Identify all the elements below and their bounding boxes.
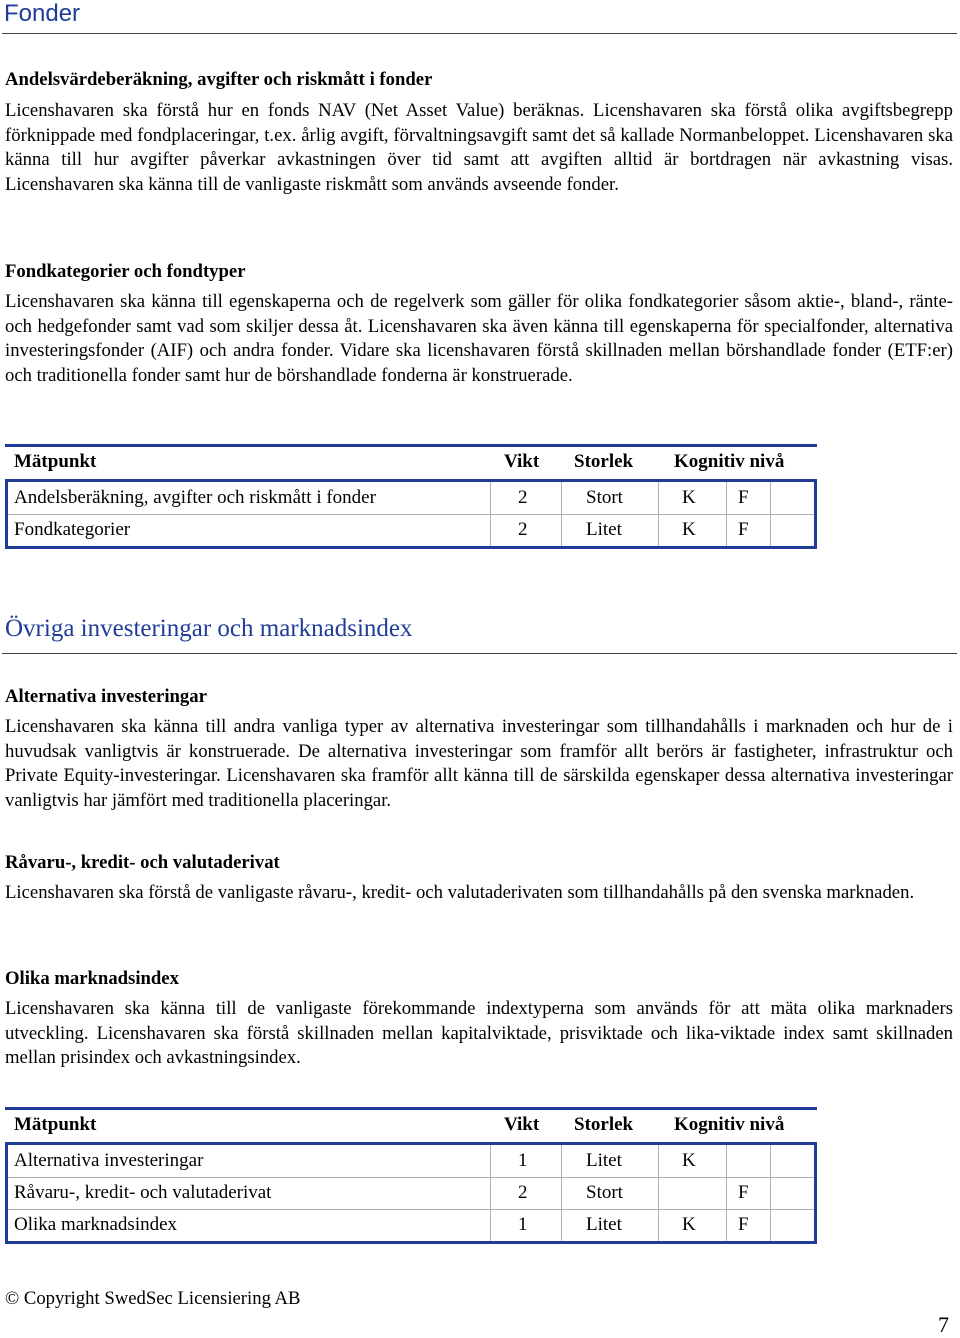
assessment-table-ovriga: [5, 1107, 817, 1243]
assessment-table-fonder: [5, 444, 817, 548]
paragraph-alternativa-investeringar: Licenshavaren ska känna till andra vanliga typer av alternativa investeringar som tillhandahålls i marknaden och hur de i huvudsak vanligtvis är konstruerade. De alternativa investeringar som framför allt berörs är fastigheter, infrastruktur och Private Equity-investeringar. Licenshavaren ska framför allt känna till de särskilda egenskaper dessa alternativa investeringar vanligtvis har jämfört med traditionella placeringar.: [5, 716, 953, 812]
cell-kognitiv-k: K: [682, 1214, 696, 1235]
header-vikt: Vikt: [504, 1114, 540, 1135]
cell-storlek: Litet: [586, 519, 622, 540]
subheading-fondkategorier: Fondkategorier och fondtyper: [5, 261, 246, 282]
paragraph-ravaru-derivat: Licenshavaren ska förstå de vanligaste råvaru-, kredit- och valutaderivaten som tillhandahålls på den svenska marknaden.: [5, 882, 915, 903]
table-row: [8, 1209, 814, 1241]
cell-vikt: 1: [518, 1150, 528, 1171]
cell-storlek: Litet: [586, 1214, 622, 1235]
cell-storlek: Stort: [586, 487, 623, 508]
table-header: [5, 1107, 817, 1142]
table-row: [8, 1177, 814, 1209]
copyright-notice: © Copyright SwedSec Licensiering AB: [5, 1288, 301, 1309]
header-matpunkt: Mätpunkt: [14, 1114, 97, 1135]
header-kognitiv-niva: Kognitiv nivå: [674, 451, 785, 472]
cell-kognitiv-k: K: [682, 487, 696, 508]
header-vikt: Vikt: [504, 451, 540, 472]
section-divider: [2, 653, 957, 654]
table-header: [5, 444, 817, 479]
table-body: [5, 1142, 817, 1244]
section-title-ovriga-investeringar: Övriga investeringar och marknadsindex: [5, 615, 413, 642]
header-storlek: Storlek: [574, 451, 634, 472]
table-row: [8, 1145, 814, 1177]
paragraph-fondkategorier: Licenshavaren ska känna till egenskaperna och de regelverk som gäller för olika fondkategorier såsom aktie-, bland-, ränte- och hedgefonder samt vad som skiljer dessa åt. Licenshavaren ska även känna till egenskaperna för specialfonder, alternativa investeringsfonder (AIF) och andra fonder. Vidare ska licenshavaren förstå skillnaden mellan börshandlade fonder (ETF:er) och traditionella fonder samt hur de börshandlade fonderna är konstruerade.: [5, 291, 953, 387]
subheading-olika-marknadsindex: Olika marknadsindex: [5, 968, 179, 989]
cell-kognitiv-f: F: [738, 519, 749, 540]
cell-kognitiv-k: K: [682, 1150, 696, 1171]
cell-storlek: Litet: [586, 1150, 622, 1171]
paragraph-olika-marknadsindex: Licenshavaren ska känna till de vanligaste förekommande indextyperna som används för att mäta olika marknaders utveckling. Licenshavaren ska förstå skillnaden mellan kapitalviktade, prisviktade och lika-viktade index samt skillnaden mellan prisindex och avkastningsindex.: [5, 998, 953, 1069]
cell-storlek: Stort: [586, 1182, 623, 1203]
subheading-alternativa-investeringar: Alternativa investeringar: [5, 686, 207, 707]
cell-kognitiv-f: F: [738, 1182, 749, 1203]
header-storlek: Storlek: [574, 1114, 634, 1135]
cell-matpunkt: Alternativa investeringar: [14, 1150, 204, 1171]
cell-kognitiv-f: F: [738, 1214, 749, 1235]
header-kognitiv-niva: Kognitiv nivå: [674, 1114, 785, 1135]
cell-vikt: 2: [518, 519, 528, 540]
table-body: [5, 479, 817, 549]
cell-vikt: 2: [518, 487, 528, 508]
cell-kognitiv-k: K: [682, 519, 696, 540]
cell-matpunkt: Olika marknadsindex: [14, 1214, 178, 1235]
cell-vikt: 1: [518, 1214, 528, 1235]
cell-matpunkt: Råvaru-, kredit- och valutaderivat: [14, 1182, 272, 1203]
table-row: [8, 514, 814, 546]
section-divider: [2, 33, 957, 34]
cell-kognitiv-f: F: [738, 487, 749, 508]
page-number: 7: [938, 1312, 949, 1337]
table-row: [8, 482, 814, 514]
paragraph-andelsvardeberakning: Licenshavaren ska förstå hur en fonds NAV (Net Asset Value) beräknas. Licenshavaren ska förstå olika avgiftsbegrepp förknippade med fondplaceringar, t.ex. årlig avgift, förvaltningsavgift samt det så kallade Normanbeloppet. Licenshavaren ska känna till hur avgifter påverkar avkastningen över tid samt att avgiften alltid är bortdragen när avkastning visas. Licenshavaren ska känna till de vanligaste riskmått som används avseende fonder.: [5, 100, 953, 196]
cell-matpunkt: Andelsberäkning, avgifter och riskmått i fonder: [14, 487, 376, 508]
subheading-ravaru-derivat: Råvaru-, kredit- och valutaderivat: [5, 852, 280, 873]
cell-matpunkt: Fondkategorier: [14, 519, 131, 540]
header-matpunkt: Mätpunkt: [14, 451, 97, 472]
cell-vikt: 2: [518, 1182, 528, 1203]
subheading-andelsvardeberakning: Andelsvärdeberäkning, avgifter och riskmått i fonder: [5, 69, 433, 90]
section-title-fonder: Fonder: [4, 0, 81, 27]
